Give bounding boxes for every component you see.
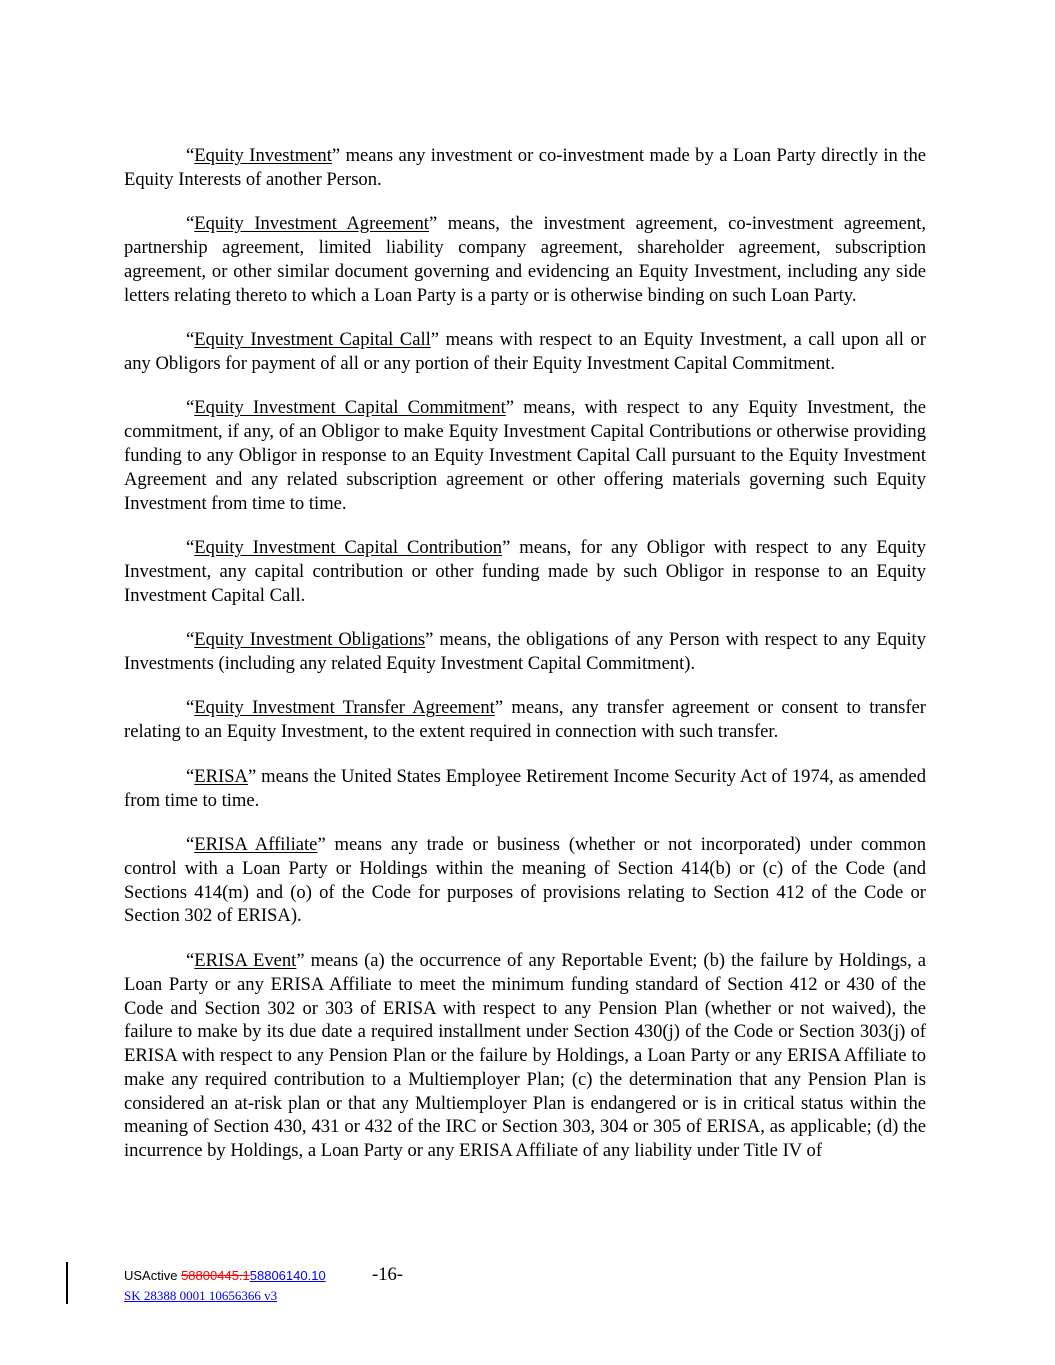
change-bar <box>66 1262 68 1304</box>
defined-term: Equity Investment Capital Contribution <box>194 537 503 559</box>
definition-paragraph: “Equity Investment Transfer Agreement” means, any transfer agreement or consent to transfer relating to an Equity Investment, to the extent required in connection with such transfer. <box>124 697 927 743</box>
footer-inserted-id: 58806140.10 <box>249 1268 326 1283</box>
definition-text: ” means the United States Employee Retirement Income Security Act of 1974, as amended from time to time. <box>124 765 926 811</box>
defined-term: Equity Investment Agreement <box>194 213 429 235</box>
definition-paragraph: “Equity Investment Capital Call” means with respect to an Equity Investment, a call upon all or any Obligors for payment of all or any portion of their Equity Investment Capital Commitment. <box>124 329 926 374</box>
definition-text: ” means any investment or co-investment made by a Loan Party directly in the Equity Interests of another Person. <box>124 145 926 190</box>
footer-sk-ref: SK 28388 0001 10656366 v3 <box>124 1288 278 1303</box>
definition-text: ” means with respect to an Equity Investment, a call upon all or any Obligors for payment of all or any portion of their Equity Investment Capital Commitment. <box>124 329 926 374</box>
definition-paragraph: “ERISA Affiliate” means any trade or business (whether or not incorporated) under common control with a Loan Party or Holdings within the meaning of Section 414(b) or (c) of the Code (and Sections 414(m) and (o) of the Code for purposes of provisions relating to Section 412 of the Code or Section 302 of ERISA). <box>124 834 926 927</box>
definition-text: ” means, with respect to any Equity Investment, the commitment, if any, of an Obligor to make Equity Investment Capital Contributions or otherwise providing funding to any Obligor in response to an Equity Investment Capital Call pursuant to the Equity Investment Agreement and any related subscription agreement or other offering materials governing such Equity Investment from time to time. <box>124 397 927 514</box>
defined-term: Equity Investment Capital Commitment <box>194 397 506 419</box>
definition-paragraph: “ERISA Event” means (a) the occurrence of any Reportable Event; (b) the failure by Holdings, a Loan Party or any ERISA Affiliate to meet the minimum funding standard of Section 412 or 430 of the Code and Section 302 or 303 of ERISA with respect to any Pension Plan (whether or not waived), the failure to make by its due date a required installment under Section 430(j) of the Code or Section 303(j) of ERISA with respect to any Pension Plan or the failure by Holdings, a Loan Party or any ERISA Affiliate to make any required contribution to a Multiemployer Plan; (c) the determination that any Pension Plan is considered an at-risk plan or that any Multiemployer Plan is endangered or is in critical status within the meaning of Section 430, 431 or 432 of the IRC or Section 303, 304 or 305 of ERISA, as applicable; (d) the incurrence by Holdings, a Loan Party or any ERISA Affiliate of any liability under Title IV of <box>124 949 927 1162</box>
definition-text: ” means (a) the occurrence of any Reportable Event; (b) the failure by Holdings, a Loan Party or any ERISA Affiliate to meet the minimum funding standard of Section 412 or 430 of the Code and Section 302 or 303 of ERISA with respect to any Pension Plan (whether or not waived), the failure to make by its due date a required installment under Section 430(j) of the Code or Section 303(j) of ERISA with respect to any Pension Plan or the failure by Holdings, a Loan Party or any ERISA Affiliate to make any required contribution to a Multiemployer Plan; (c) the determination that any Pension Plan is considered an at-risk plan or that any Multiemployer Plan is endangered or is in critical status within the meaning of Section 430, 431 or 432 of the IRC or Section 303, 304 or 305 of ERISA, as applicable; (d) the incurrence by Holdings, a Loan Party or any ERISA Affiliate of any liability under Title IV of <box>124 949 927 1162</box>
definition-text: ” means, any transfer agreement or consent to transfer relating to an Equity Investment, to the extent required in connection with such transfer. <box>124 697 927 743</box>
definition-paragraph: “Equity Investment Agreement” means, the investment agreement, co-investment agreement, partnership agreement, limited liability company agreement, shareholder agreement, subscription agreement, or other similar document governing and evidencing an Equity Investment, including any side letters relating thereto to which a Loan Party is a party or is otherwise binding on such Loan Party. <box>124 213 926 306</box>
definition-text: ” means any trade or business (whether or not incorporated) under common control with a Loan Party or Holdings within the meaning of Section 414(b) or (c) of the Code (and Sections 414(m) and (o) of the Code for purposes of provisions relating to Section 412 of the Code or Section 302 of ERISA). <box>124 834 926 927</box>
defined-term: Equity Investment <box>194 145 332 166</box>
footer-prefix: USActive <box>124 1268 182 1283</box>
definition-paragraph: “Equity Investment Obligations” means, the obligations of any Person with respect to any Equity Investments (including any related Equity Investment Capital Commitment). <box>124 629 927 674</box>
defined-term: Equity Investment Transfer Agreement <box>194 697 495 719</box>
defined-term: ERISA Affiliate <box>194 834 318 856</box>
definition-paragraph: “Equity Investment Capital Commitment” means, with respect to any Equity Investment, the commitment, if any, of an Obligor to make Equity Investment Capital Contributions or otherwise providing funding to any Obligor in response to an Equity Investment Capital Call pursuant to the Equity Investment Agreement and any related subscription agreement or other offering materials governing such Equity Investment from time to time. <box>124 397 927 514</box>
defined-term: ERISA <box>194 765 248 787</box>
definition-paragraph: “Equity Investment Capital Contribution” means, for any Obligor with respect to any Equity Investment, any capital contribution or other funding made by such Obligor in response to an Equity Investment Capital Call. <box>124 537 926 606</box>
definition-paragraph: “ERISA” means the United States Employee Retirement Income Security Act of 1974, as amended from time to time. <box>124 765 926 811</box>
defined-term: Equity Investment Capital Call <box>194 329 431 351</box>
footer-doc-id <box>124 1268 326 1284</box>
definition-paragraph: “Equity Investment” means any investment or co-investment made by a Loan Party directly in the Equity Interests of another Person. <box>124 145 926 190</box>
footer-deleted-id: 58800445.1 <box>181 1268 250 1283</box>
defined-term: Equity Investment Obligations <box>194 629 426 651</box>
definition-text: ” means, the obligations of any Person with respect to any Equity Investments (including any related Equity Investment Capital Commitment). <box>124 629 927 674</box>
definition-text: ” means, for any Obligor with respect to any Equity Investment, any capital contribution or other funding made by such Obligor in response to an Equity Investment Capital Call. <box>124 537 926 606</box>
page-number: -16- <box>372 1264 403 1285</box>
definition-text: ” means, the investment agreement, co-investment agreement, partnership agreement, limited liability company agreement, shareholder agreement, subscription agreement, or other similar document governing and evidencing an Equity Investment, including any side letters relating thereto to which a Loan Party is a party or is otherwise binding on such Loan Party. <box>124 213 926 306</box>
defined-term: ERISA Event <box>194 949 297 971</box>
document-body <box>124 144 926 1184</box>
